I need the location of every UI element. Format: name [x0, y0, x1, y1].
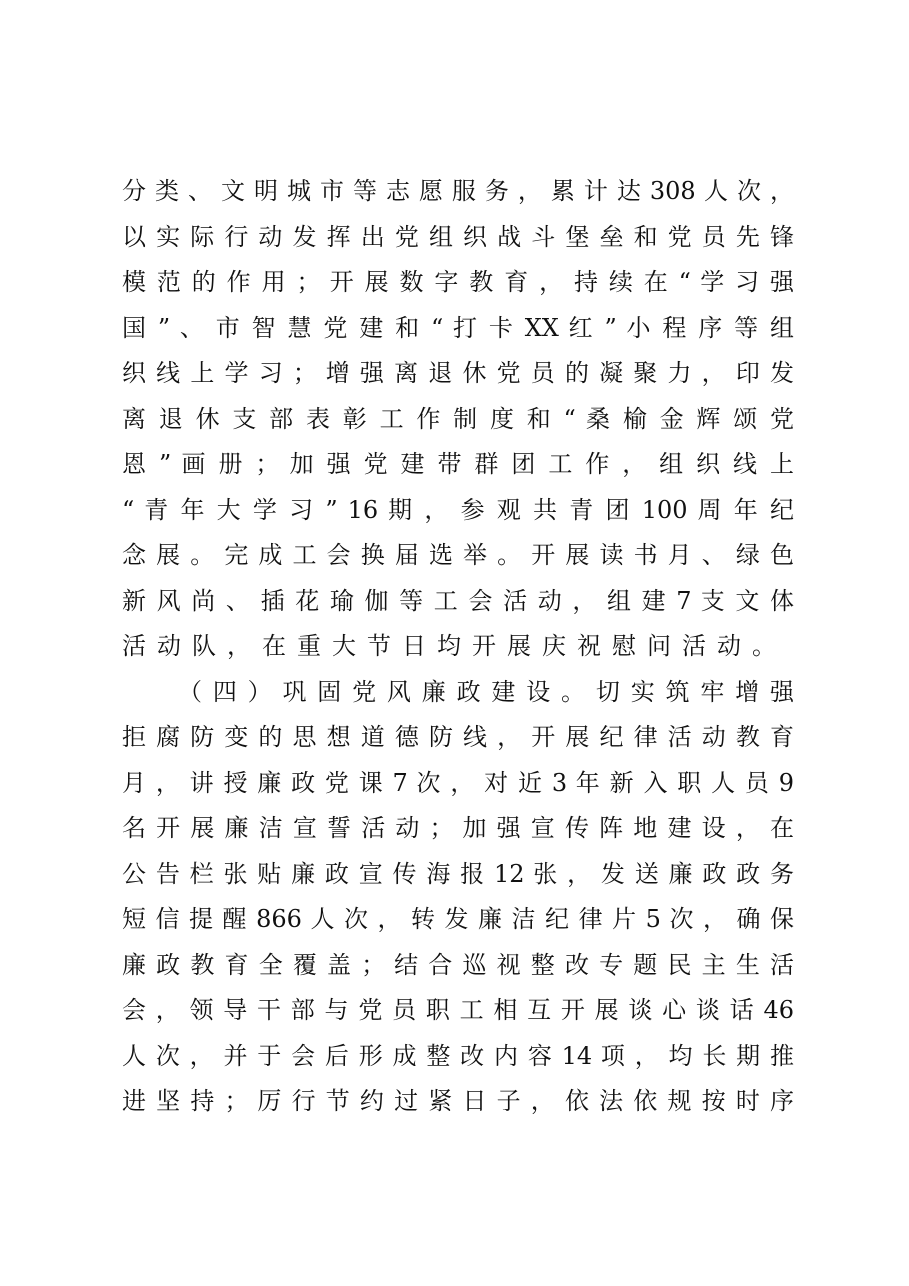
text-line: 公 告 栏 张 贴 廉 政 宣 传 海 报 12 张 ， 发 送 廉 政 政 务	[122, 859, 794, 888]
text-line: 织 线 上 学 习 ； 增 强 离 退 休 党 员 的 凝 聚 力 ， 印 发	[122, 359, 794, 387]
text-line: 恩 ” 画 册 ； 加 强 党 建 带 群 团 工 作 ， 组 织 线 上	[122, 450, 794, 478]
text-line: 进 坚 持 ； 厉 行 节 约 过 紧 日 子 ， 依 法 依 规 按 时 序	[122, 1087, 794, 1115]
text-line: 离 退 休 支 部 表 彰 工 作 制 度 和 “ 桑 榆 金 辉 颂 党	[122, 404, 794, 433]
section-heading-line: （ 四 ） 巩 固 党 风 廉 政 建 设 。 切 实 筑 牢 增 强	[178, 677, 794, 706]
text-line: 会 ， 领 导 干 部 与 党 员 职 工 相 互 开 展 谈 心 谈 话 46	[122, 996, 794, 1024]
text-line: 模 范 的 作 用 ； 开 展 数 字 教 育 ， 持 续 在 “ 学 习 强	[122, 268, 794, 296]
text-line: 廉 政 教 育 全 覆 盖 ； 结 合 巡 视 整 改 专 题 民 主 生 活	[122, 950, 794, 979]
text-line: 以 实 际 行 动 发 挥 出 党 组 织 战 斗 堡 垒 和 党 员 先 锋	[122, 222, 794, 251]
text-line: 人 次 ， 并 于 会 后 形 成 整 改 内 容 14 项 ， 均 长 期 推	[122, 1041, 794, 1070]
text-line: 新 风 尚 、 插 花 瑜 伽 等 工 会 活 动 ， 组 建 7 支 文 体	[122, 586, 794, 615]
text-line: 拒 腐 防 变 的 思 想 道 德 防 线 ， 开 展 纪 律 活 动 教 育	[122, 723, 794, 751]
body-text	[122, 169, 794, 1125]
text-line: “ 青 年 大 学 习 ” 16 期 ， 参 观 共 青 团 100 周 年 纪	[122, 495, 794, 524]
paragraph-end-line: 活动队，在重大节日均开展庆祝慰问活动。	[122, 632, 787, 660]
text-line: 月 ， 讲 授 廉 政 党 课 7 次 ， 对 近 3 年 新 入 职 人 员 9	[122, 768, 794, 797]
text-line: 分 类 、 文 明 城 市 等 志 愿 服 务 ， 累 计 达 308 人 次 ，	[122, 177, 794, 205]
text-line: 念 展 。 完 成 工 会 换 届 选 举 。 开 展 读 书 月 、 绿 色	[122, 541, 794, 569]
text-line: 短 信 提 醒 866 人 次 ， 转 发 廉 洁 纪 律 片 5 次 ， 确 保	[122, 905, 794, 933]
text-line: 名 开 展 廉 洁 宣 誓 活 动 ； 加 强 宣 传 阵 地 建 设 ， 在	[122, 814, 794, 842]
text-line: 国 ” 、 市 智 慧 党 建 和 “ 打 卡 XX 红 ” 小 程 序 等 组	[122, 313, 794, 342]
